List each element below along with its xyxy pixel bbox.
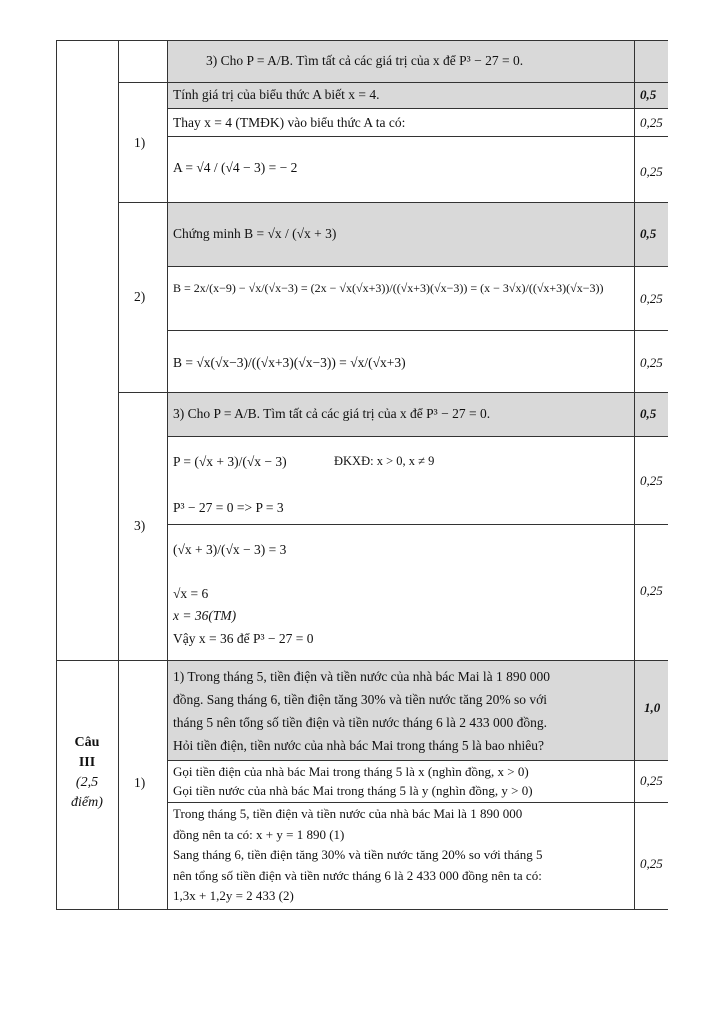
s3-step2-line4: Vậy x = 36 để P³ − 27 = 0 (173, 631, 314, 646)
s2-label: 2) (134, 289, 146, 304)
cau3-label: 1) (134, 775, 146, 790)
s3-step1-line1: P = (√x + 3)/(√x − 3) (173, 454, 287, 469)
cau3-roman: III (78, 755, 96, 770)
cau3-equations-line: 1,3x + 1,2y = 2 433 (2) (173, 888, 294, 903)
s3-label: 3) (134, 518, 146, 533)
cau3-equations-line: Trong tháng 5, tiền điện và tiền nước của nhà bác Mai là 1 890 000 (173, 806, 523, 821)
cau3-equations-line: Sang tháng 6, tiền điện tăng 30% và tiền nước tăng 20% so với tháng 5 (173, 847, 543, 862)
cau3-equations (173, 804, 631, 907)
cau3-problem-points: 1,0 (644, 700, 661, 715)
s3-step1-line2: P³ − 27 = 0 => P = 3 (173, 500, 284, 515)
cau3-score-column (56, 733, 118, 813)
s3-step2-line1: (√x + 3)/(√x − 3) = 3 (173, 542, 287, 557)
cau3-setup-points: 0,25 (640, 773, 663, 788)
s3-step2-line3: x = 36(TM) (173, 608, 237, 623)
cau3-problem-line: Hỏi tiền điện, tiền nước của nhà bác Mai trong tháng 5 là bao nhiêu? (173, 738, 544, 753)
intro-text-label: 3) Cho P = A/B. Tìm tất cả các giá trị của x để P³ − 27 = 0. (206, 53, 524, 68)
cau3-problem-line: tháng 5 nên tổng số tiền điện và tiền nước tháng 6 là 2 433 000 đồng. (173, 715, 548, 730)
s1-step1: Thay x = 4 (TMĐK) vào biểu thức A ta có: (173, 115, 406, 130)
s2-step2-points: 0,25 (640, 355, 663, 370)
s1-step1-points: 0,25 (640, 115, 663, 130)
cau3-setup (173, 762, 631, 800)
cau3-equations-points: 0,25 (640, 856, 663, 871)
answer-table (56, 40, 668, 910)
s3-heading-points: 0,5 (640, 406, 657, 421)
s2-heading-points: 0,5 (640, 226, 657, 241)
s1-step2-points: 0,25 (640, 164, 663, 179)
s3-step1-points: 0,25 (640, 473, 663, 488)
s3-step2-line2: √x = 6 (173, 586, 209, 601)
cau3-equations-line: nên tổng số tiền điện và tiền nước tháng 6 là 2 433 000 đồng nên ta có: (173, 867, 542, 883)
s1-heading: Tính giá trị của biểu thức A biết x = 4. (173, 87, 380, 102)
s3-step2-points: 0,25 (640, 583, 663, 598)
s3-step1-condition: ĐKXĐ: x > 0, x ≠ 9 (334, 454, 435, 468)
s3-heading: 3) Cho P = A/B. Tìm tất cả các giá trị của x để P³ − 27 = 0. (173, 406, 491, 421)
s1-label: 1) (134, 135, 146, 150)
cau3-score-line2: điểm) (71, 795, 103, 810)
cau3-setup-line: Gọi tiền nước của nhà bác Mai trong tháng 5 là y (nghìn đồng, y > 0) (173, 783, 533, 798)
cau3-equations-line: đồng nên ta có: x + y = 1 890 (1) (173, 826, 345, 842)
cau3-problem-line: đồng. Sang tháng 6, tiền điện tăng 30% và tiền nước tăng 20% so với (173, 692, 548, 707)
cau3-problem (173, 665, 631, 757)
cau3-setup-line: Gọi tiền điện của nhà bác Mai trong tháng 5 là x (nghìn đồng, x > 0) (173, 764, 529, 779)
s1-step2: A = √4 / (√4 − 3) = − 2 (173, 160, 298, 175)
s2-heading: Chứng minh B = √x / (√x + 3) (173, 226, 337, 241)
cau3-score-line1: (2,5 (75, 775, 99, 790)
intro-text (206, 51, 626, 70)
s2-step1: B = 2x/(x−9) − √x/(√x−3) = (2x − √x(√x+3))/((√x+3)(√x−3)) = (x − 3√x)/((√x+3)(√x−3)) (173, 281, 604, 295)
s1-heading-points: 0,5 (640, 87, 657, 102)
s2-step1-points: 0,25 (640, 291, 663, 306)
cau3-title: Câu (74, 735, 100, 750)
cau3-problem-line: 1) Trong tháng 5, tiền điện và tiền nước của nhà bác Mai là 1 890 000 (173, 669, 551, 684)
s2-step2: B = √x(√x−3)/((√x+3)(√x−3)) = √x/(√x+3) (173, 355, 406, 370)
